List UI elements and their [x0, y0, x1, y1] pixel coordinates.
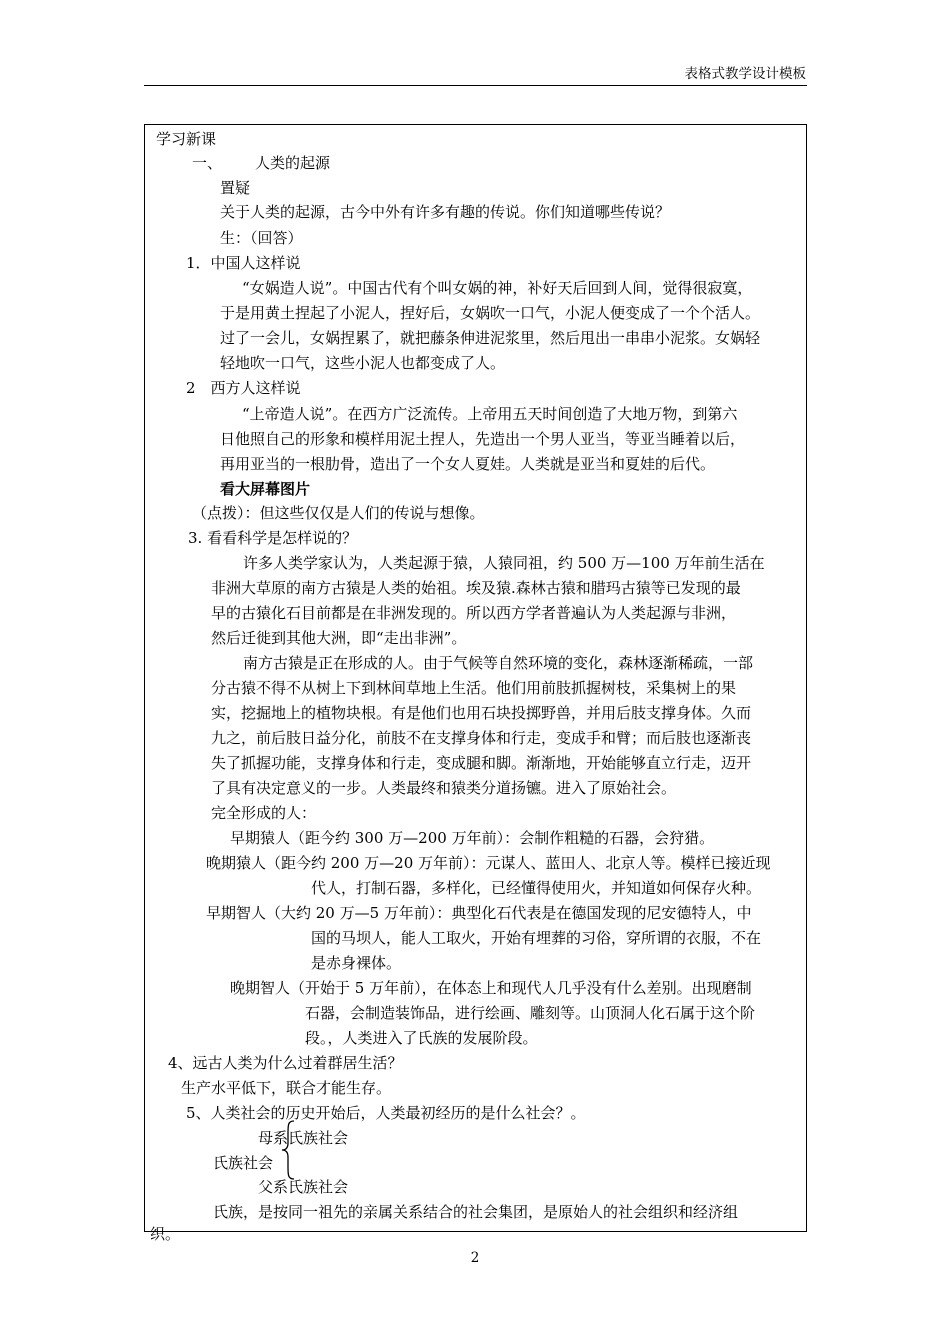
paragraph-line: 分古猿不得不从树上下到林间草地上生活。他们用前肢抓握树枝，采集树上的果	[211, 679, 737, 697]
western-legend-title: 2 西方人这样说	[186, 379, 301, 397]
section-title: 学习新课	[156, 130, 217, 148]
paragraph-line: “女娲造人说”。中国古代有个叫女娲的神，补好天后回到人间，觉得很寂寞，	[242, 279, 753, 297]
screen-picture-note: 看大屏幕图片	[220, 480, 311, 498]
paragraph-line: 再用亚当的一根肋骨，造出了一个女人夏娃。人类就是亚当和夏娃的后代。	[220, 455, 716, 473]
paragraph-line: 九之，前后肢日益分化，前肢不在支撑身体和行走，变成手和臂；而后肢也逐渐丧	[211, 729, 752, 747]
paragraph-line: 实，挖掘地上的植物块根。有是他们也用石块投掷野兽，并用后肢支撑身体。久而	[211, 704, 752, 722]
paragraph-line: 轻地吹一口气，这些小泥人也都变成了人。	[220, 354, 506, 372]
paragraph-line: 许多人类学家认为，人类起源于猿，人猿同祖，约 500 万—100 万年前生活在	[243, 554, 765, 572]
science-title: 3. 看看科学是怎样说的？	[188, 529, 358, 547]
paragraph-line: 南方古猿是正在形成的人。由于气候等自然环境的变化，森林逐渐稀疏，一部	[243, 654, 754, 672]
patrilineal-clan: 父系氏族社会	[258, 1178, 349, 1196]
curly-brace-icon	[280, 1119, 298, 1181]
paragraph-line: 早的古猿化石目前都是在非洲发现的。所以西方学者普遍认为人类起源与非洲，	[211, 604, 737, 622]
late-sapiens-cont: 石器，会制造装饰品，进行绘画、雕刻等。山顶洞人化石属于这个阶	[305, 1004, 756, 1022]
clan-society: 氏族社会	[213, 1154, 274, 1172]
clan-definition: 氏族，是按同一祖先的亲属关系结合的社会集团，是原始人的社会组织和经济组	[213, 1203, 739, 1221]
header-rule	[144, 85, 807, 86]
page-number: 2	[470, 1250, 480, 1266]
answer-4: 生产水平低下，联合才能生存。	[181, 1079, 392, 1097]
paragraph-line: 过了一会儿，女娲捏累了，就把藤条伸进泥浆里，然后甩出一串串小泥浆。女娲轻	[220, 329, 761, 347]
heading-origin: 人类的起源	[255, 154, 331, 172]
paragraph-line: 非洲大草原的南方古猿是人类的始祖。埃及猿.森林古猿和腊玛古猿等已发现的最	[211, 579, 741, 597]
question-label: 置疑	[220, 179, 251, 197]
early-sapiens: 早期智人（大约 20 万—5 万年前）：典型化石代表是在德国发现的尼安德特人，中	[206, 904, 752, 922]
paragraph-line: 了具有决定意义的一步。人类最终和猿类分道扬镳。进入了原始社会。	[211, 779, 677, 797]
formed-human-label: 完全形成的人：	[211, 804, 317, 822]
paragraph-line: 失了抓握功能，支撑身体和行走，变成腿和脚。渐渐地，开始能够直立行走，迈开	[211, 754, 752, 772]
teacher-hint: （点拨）：但这些仅仅是人们的传说与想像。	[192, 504, 485, 522]
paragraph-line: “上帝造人说”。在西方广泛流传。上帝用五天时间创造了大地万物，到第六	[242, 405, 738, 423]
question-5: 5、人类社会的历史开始后，人类最初经历的是什么社会？。	[186, 1104, 586, 1122]
heading-number: 一、	[192, 154, 223, 172]
late-sapiens-cont: 段。，人类进入了氏族的发展阶段。	[305, 1029, 538, 1047]
header-title: 表格式教学设计模板	[684, 66, 806, 82]
late-ape-man: 晚期猿人（距今约 200 万—20 万年前）：元谋人、蓝田人、北京人等。模样已接近现	[206, 854, 771, 872]
question-4: 4、远古人类为什么过着群居生活？	[168, 1054, 403, 1072]
late-ape-man-cont: 代人，打制石器，多样化，已经懂得使用火，并知道如何保存火种。	[311, 879, 762, 897]
early-sapiens-cont: 国的马坝人，能人工取火，开始有埋葬的习俗，穿所谓的衣服，不在	[311, 929, 762, 947]
paragraph-line: 于是用黄土捏起了小泥人，捏好后，女娲吹一口气，小泥人便变成了一个个活人。	[220, 304, 761, 322]
paragraph-line: 日他照自己的形象和模样用泥土捏人，先造出一个男人亚当，等亚当睡着以后，	[220, 430, 746, 448]
clan-definition-cont: 织。	[150, 1225, 181, 1243]
question-text: 关于人类的起源，古今中外有许多有趣的传说。你们知道哪些传说？	[220, 203, 671, 221]
early-ape-man: 早期猿人（距今约 300 万—200 万年前）：会制作粗糙的石器，会狩猎。	[230, 829, 715, 847]
late-sapiens: 晚期智人（开始于 5 万年前），在体态上和现代人几乎没有什么差别。出现磨制	[230, 979, 752, 997]
matrilineal-clan: 母系氏族社会	[258, 1129, 349, 1147]
early-sapiens-cont: 是赤身裸体。	[311, 954, 402, 972]
student-answer: 生：（回答）	[220, 229, 303, 247]
chinese-legend-title: 1．中国人这样说	[186, 254, 301, 272]
paragraph-line: 然后迁徙到其他大洲，即“走出非洲”。	[211, 629, 467, 647]
